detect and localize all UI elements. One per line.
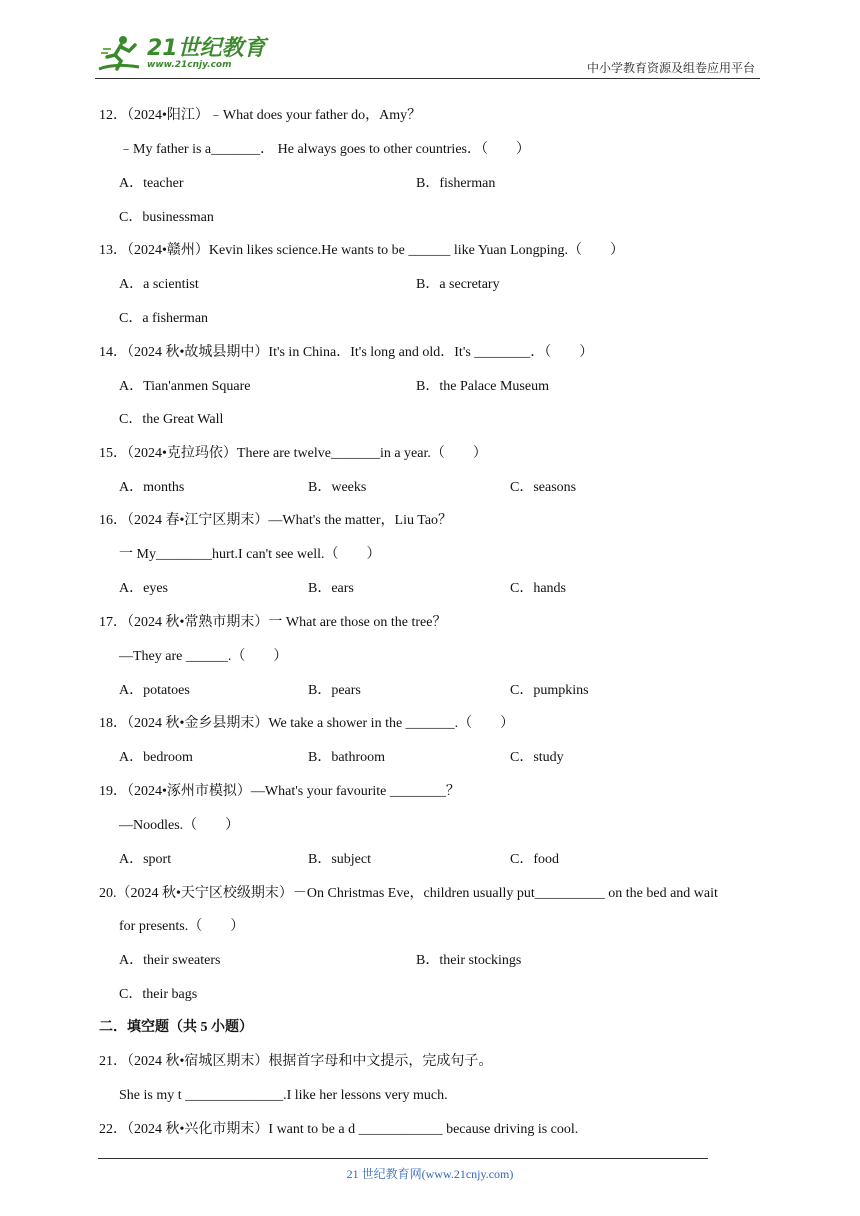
question-19: 19．（2024•涿州市模拟）—What's your favourite ________？ [99, 784, 460, 799]
question-22: 22．（2024 秋•兴化市期末）I want to be a d ____________ because driving is cool. [99, 1122, 579, 1137]
logo [95, 32, 266, 76]
question-19-text: —Noodles.（ ） [119, 818, 240, 833]
option-b: B．pears [308, 683, 361, 698]
option-c: C．food [510, 852, 559, 867]
question-12: 12．（2024•阳江）﹣What does your father do，Amy？ [99, 108, 422, 123]
option-c: C．study [510, 750, 564, 765]
option-a: A．Tian'anmen Square [119, 379, 251, 394]
footer-link[interactable]: 21 世纪教育网(www.21cnjy.com) [346, 1167, 514, 1181]
question-16-text: 一 My________hurt.I can't see well.（ ） [119, 547, 381, 562]
option-a: A．months [119, 480, 185, 495]
option-b: B．the Palace Museum [416, 379, 549, 394]
section-heading: 二．填空题（共 5 小题） [99, 1020, 253, 1035]
option-b: B．fisherman [416, 176, 496, 191]
platform-name: 中小学教育资源及组卷应用平台 [586, 61, 755, 75]
option-a: A．potatoes [119, 683, 190, 698]
option-a: A．sport [119, 852, 172, 867]
question-14: 14．（2024 秋•故城县期中）It's in China．It's long and old．It's ________．（ ） [99, 345, 594, 360]
option-b: B．weeks [308, 480, 367, 495]
option-c: C．businessman [119, 210, 214, 225]
option-b: B．their stockings [416, 953, 522, 968]
question-20: 20.（2024 秋•天宁区校级期末）－On Christmas Eve，children usually put__________ on the bed and wait [99, 886, 718, 901]
question-21: 21．（2024 秋•宿城区期末）根据首字母和中文提示，完成句子。 [99, 1054, 493, 1069]
option-a: A．bedroom [119, 750, 193, 765]
footer-divider [98, 1158, 708, 1159]
question-20-text: for presents.（ ） [119, 919, 245, 934]
option-c: C．a fisherman [119, 311, 209, 326]
question-15: 15．（2024•克拉玛依）There are twelve_______in a year.（ ） [99, 446, 487, 461]
question-17: 17．（2024 秋•常熟市期末）一 What are those on the tree？ [99, 615, 447, 630]
option-a: A．eyes [119, 581, 168, 596]
question-21-text: She is my t ______________.I like her lessons very much. [119, 1088, 448, 1103]
option-b: B．bathroom [308, 750, 385, 765]
option-c: C．pumpkins [510, 683, 589, 698]
option-c: C．the Great Wall [119, 412, 224, 427]
option-a: A．teacher [119, 176, 184, 191]
question-16: 16．（2024 春•江宁区期末）—What's the matter，Liu Tao？ [99, 513, 453, 528]
logo-text: 21世纪教育 [147, 36, 266, 61]
option-b: B．subject [308, 852, 371, 867]
runner-logo-icon [95, 33, 145, 75]
page-header [95, 30, 760, 79]
option-a: A．their sweaters [119, 953, 221, 968]
question-12-text: ﹣My father is a_______． He always goes to other countries．（ ） [119, 142, 530, 157]
option-c: C．their bags [119, 987, 198, 1002]
option-a: A．a scientist [119, 277, 199, 292]
option-b: B．a secretary [416, 277, 500, 292]
logo-url: www.21cnjy.com [147, 60, 232, 70]
option-c: C．hands [510, 581, 566, 596]
option-c: C．seasons [510, 480, 577, 495]
question-13: 13．（2024•赣州）Kevin likes science.He wants to be ______ like Yuan Longping.（ ） [99, 243, 625, 258]
question-18: 18．（2024 秋•金乡县期末）We take a shower in the _______.（ ） [99, 716, 515, 731]
question-17-text: —They are ______.（ ） [119, 649, 288, 664]
option-b: B．ears [308, 581, 354, 596]
